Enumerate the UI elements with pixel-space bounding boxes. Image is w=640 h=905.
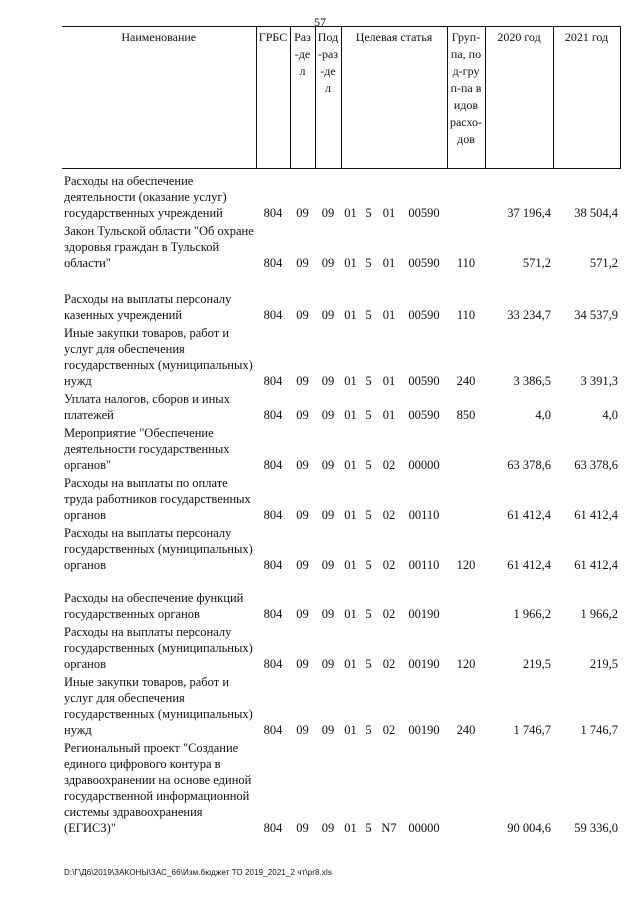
row-expense-group: 110 [456,307,476,322]
row-article-program: 01 [344,373,357,388]
row-article-type: 5 [365,722,372,737]
row-razdel: 09 [296,507,309,522]
row-amount-2021: 1 746,7 [580,722,619,737]
row-expense-group: 850 [456,407,476,422]
row-grbs: 804 [263,457,283,472]
row-article-direction: 00590 [408,373,440,388]
row-amount-2020: 571,2 [522,255,552,270]
row-article-direction: 00190 [408,606,440,621]
row-grbs: 804 [263,656,283,671]
row-podrazdel: 09 [321,722,335,737]
row-razdel: 09 [296,255,309,270]
row-article-direction: 00590 [408,307,440,322]
row-article-type: 5 [365,205,372,220]
row-article-direction: 00590 [408,205,440,220]
row-amount-2020: 37 196,4 [507,205,552,220]
table-row [62,223,620,273]
row-razdel: 09 [296,407,309,422]
row-razdel: 09 [296,457,309,472]
row-grbs: 804 [263,255,283,270]
row-grbs: 804 [263,820,283,835]
file-path-footer: D:\Г\Д6\2019\ЗАКОНЫ\ЗАС_66\Изм.бюджет ТО 2019_2021_2 чт\pr8.xls [64,868,332,877]
row-amount-2020: 1 746,7 [513,722,552,737]
row-article-type: 5 [365,255,372,270]
table-row [62,575,620,624]
row-razdel: 09 [296,722,309,737]
row-article-event: 02 [382,606,396,621]
row-article-type: 5 [365,557,372,572]
row-amount-2020: 61 412,4 [507,507,552,522]
page-number: 57 [314,15,326,29]
row-podrazdel: 09 [321,820,335,835]
header-grbs: ГРБС [256,27,290,169]
budget-table [62,26,621,838]
row-amount-2021: 59 336,0 [574,820,619,835]
row-expense-group: 110 [456,255,476,270]
row-expense-group: 120 [456,656,476,671]
header-podrazdel: Под-раз-дел [315,27,341,169]
row-article-event: 02 [382,457,396,472]
row-podrazdel: 09 [321,457,335,472]
row-amount-2021: 4,0 [602,407,619,422]
row-amount-2020: 219,5 [522,656,552,671]
row-article-event: 02 [382,722,396,737]
row-article-type: 5 [365,407,372,422]
row-razdel: 09 [296,656,309,671]
row-amount-2020: 90 004,6 [507,820,552,835]
row-amount-2020: 1 966,2 [513,606,552,621]
row-article-program: 01 [344,205,357,220]
table-header-row [62,27,620,169]
row-podrazdel: 09 [321,557,335,572]
row-article-event: 01 [382,373,396,388]
table-row [62,525,620,575]
row-name: Расходы на обеспечение функций государственных органов [64,590,244,621]
row-podrazdel: 09 [321,656,335,671]
row-article-program: 01 [344,722,357,737]
row-name: Закон Тульской области "Об охране здоровья граждан в Тульской области" [64,223,254,270]
row-article-direction: 00000 [408,457,440,472]
row-name: Расходы на выплаты персоналу государственных (муниципальных) органов [64,624,253,671]
row-razdel: 09 [296,606,309,621]
row-podrazdel: 09 [321,307,335,322]
table-row [62,325,620,391]
row-grbs: 804 [263,606,283,621]
row-grbs: 804 [263,407,283,422]
row-article-event: 01 [382,205,396,220]
row-article-program: 01 [344,606,357,621]
row-name: Иные закупки товаров, работ и услуг для обеспечения государственных (муниципальных) нужд [64,674,253,737]
row-article-direction: 00110 [408,507,440,522]
row-amount-2021: 1 966,2 [580,606,619,621]
row-amount-2021: 38 504,4 [574,205,619,220]
row-article-event: 01 [382,407,396,422]
row-article-type: 5 [365,507,372,522]
table-row [62,475,620,525]
table-row [62,273,620,325]
table-row [62,391,620,425]
row-article-type: 5 [365,307,372,322]
header-year-2020: 2020 год [485,27,553,169]
table-row [62,674,620,740]
row-podrazdel: 09 [321,606,335,621]
row-razdel: 09 [296,820,309,835]
row-amount-2021: 61 412,4 [574,557,619,572]
row-article-program: 01 [344,656,357,671]
row-amount-2021: 34 537,9 [574,307,619,322]
row-grbs: 804 [263,373,283,388]
row-name: Расходы на выплаты персоналу государственных (муниципальных) органов [64,525,253,572]
row-amount-2021: 61 412,4 [574,507,619,522]
row-amount-2021: 3 391,3 [580,373,619,388]
row-amount-2020: 61 412,4 [507,557,552,572]
table-row [62,169,620,223]
row-article-type: 5 [365,373,372,388]
row-expense-group: 120 [456,557,476,572]
row-article-direction: 00110 [408,557,440,572]
row-article-program: 01 [344,407,357,422]
row-article-program: 01 [344,507,357,522]
row-grbs: 804 [263,307,283,322]
header-razdel: Раз-дел [290,27,315,169]
row-amount-2020: 63 378,6 [507,457,552,472]
row-name: Иные закупки товаров, работ и услуг для обеспечения государственных (муниципальных) нужд [64,325,253,388]
row-article-type: 5 [365,656,372,671]
row-article-event: 02 [382,507,396,522]
row-razdel: 09 [296,557,309,572]
row-name: Расходы на обеспечение деятельности (оказание услуг) государственных учреждений [64,173,227,220]
row-razdel: 09 [296,373,309,388]
row-expense-group [447,425,485,475]
row-expense-group: 240 [456,373,476,388]
header-year-2021: 2021 год [553,27,620,169]
row-article-direction: 00000 [408,820,440,835]
row-article-event: N7 [381,820,397,835]
row-name: Региональный проект "Создание единого цифрового контура в здравоохранении на основе единой государственной информационной системы здравоохранения (ЕГИСЗ)" [64,740,252,835]
row-article-direction: 00190 [408,656,440,671]
row-article-event: 01 [382,255,396,270]
row-name: Мероприятие "Обеспечение деятельности государственных органов" [64,425,230,472]
row-article-type: 5 [365,457,372,472]
row-expense-group [447,575,485,624]
row-podrazdel: 09 [321,507,335,522]
row-article-program: 01 [344,457,357,472]
table-row [62,624,620,674]
row-article-direction: 00590 [408,407,440,422]
row-grbs: 804 [263,205,283,220]
row-article-event: 02 [382,656,396,671]
row-expense-group: 240 [456,722,476,737]
row-amount-2021: 571,2 [589,255,619,270]
row-article-program: 01 [344,255,357,270]
budget-table-frame [62,26,620,838]
row-article-program: 01 [344,307,357,322]
row-article-direction: 00190 [408,722,440,737]
row-grbs: 804 [263,507,283,522]
row-amount-2021: 63 378,6 [574,457,619,472]
row-article-program: 01 [344,820,357,835]
row-podrazdel: 09 [321,205,335,220]
row-article-direction: 00590 [408,255,440,270]
row-grbs: 804 [263,557,283,572]
row-podrazdel: 09 [321,407,335,422]
table-row [62,740,620,838]
row-expense-group [447,740,485,838]
row-podrazdel: 09 [321,373,335,388]
row-amount-2020: 4,0 [535,407,552,422]
row-name: Расходы на выплаты персоналу казенных учреждений [64,291,232,322]
row-name: Расходы на выплаты по оплате труда работников государственных органов [64,475,251,522]
row-article-type: 5 [365,606,372,621]
row-expense-group [447,169,485,223]
row-razdel: 09 [296,307,309,322]
row-amount-2020: 3 386,5 [513,373,552,388]
row-razdel: 09 [296,205,309,220]
header-expense-group: Груп-па, под-груп-па видов расхо-дов [447,27,485,169]
row-expense-group [447,475,485,525]
header-target-article: Целевая статья [341,27,447,169]
row-grbs: 804 [263,722,283,737]
header-name: Наименование [62,27,256,169]
row-podrazdel: 09 [321,255,335,270]
row-amount-2021: 219,5 [589,656,619,671]
row-article-type: 5 [365,820,372,835]
row-article-program: 01 [344,557,357,572]
row-name: Уплата налогов, сборов и иных платежей [64,391,230,422]
row-amount-2020: 33 234,7 [507,307,552,322]
row-article-event: 01 [382,307,396,322]
row-article-event: 02 [382,557,396,572]
table-row [62,425,620,475]
table-body [62,169,620,838]
